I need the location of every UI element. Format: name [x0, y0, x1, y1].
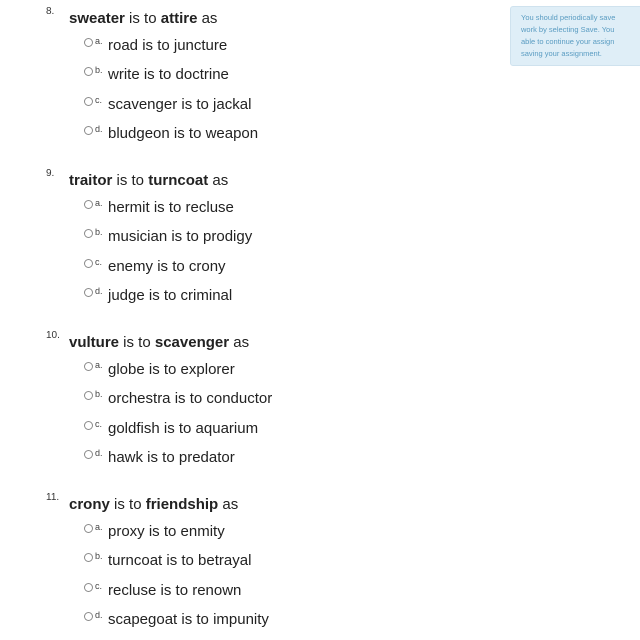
radio-button[interactable] — [84, 126, 93, 135]
option-text: hermit is to recluse — [108, 199, 234, 216]
option-letter: a. — [95, 198, 103, 208]
question-prompt — [69, 10, 217, 27]
option-letter: a. — [95, 522, 103, 532]
radio-button[interactable] — [84, 450, 93, 459]
question-10 — [0, 330, 500, 466]
option-letter: a. — [95, 36, 103, 46]
option-text: goldfish is to aquarium — [108, 420, 259, 437]
option-text: proxy is to enmity — [108, 523, 225, 540]
prompt-term-1: sweater — [69, 10, 125, 27]
option-text: road is to juncture — [108, 37, 228, 54]
option-text: enemy is to crony — [108, 258, 226, 275]
question-prompt — [69, 334, 249, 351]
option-text: turncoat is to betrayal — [108, 552, 252, 569]
question-8 — [0, 6, 500, 142]
question-9 — [0, 168, 500, 304]
option-letter: b. — [95, 227, 103, 237]
option-letter: b. — [95, 551, 103, 561]
radio-button[interactable] — [84, 200, 93, 209]
prompt-connector: is to — [119, 334, 155, 351]
question-number: 8. — [46, 6, 55, 17]
option-letter: d. — [95, 124, 103, 134]
question-header — [0, 6, 500, 30]
prompt-connector: is to — [124, 10, 161, 27]
question-number: 10. — [46, 330, 60, 341]
option-letter: a. — [95, 360, 103, 370]
question-header — [0, 168, 500, 192]
option-letter: b. — [95, 65, 103, 75]
radio-button[interactable] — [84, 612, 93, 621]
radio-button[interactable] — [84, 288, 93, 297]
option-text: judge is to criminal — [108, 287, 233, 304]
option-text: globe is to explorer — [108, 361, 235, 378]
option-letter: c. — [95, 419, 103, 429]
radio-button[interactable] — [84, 524, 93, 533]
prompt-connector: is to — [112, 172, 149, 189]
prompt-term-1: traitor — [69, 172, 113, 189]
prompt-term-2: turncoat — [148, 172, 209, 189]
radio-button[interactable] — [84, 362, 93, 371]
prompt-suffix: as — [229, 334, 250, 351]
option-letter: c. — [95, 581, 103, 591]
option-letter: c. — [95, 95, 103, 105]
prompt-suffix: as — [208, 172, 229, 189]
question-prompt — [69, 172, 228, 189]
prompt-term-1: vulture — [69, 334, 120, 351]
notice-line: saving your assignment. — [521, 49, 602, 58]
option-letter: d. — [95, 286, 103, 296]
radio-button[interactable] — [84, 421, 93, 430]
option-text: write is to doctrine — [108, 66, 229, 83]
option-text: hawk is to predator — [108, 449, 235, 466]
option-text: bludgeon is to weapon — [108, 125, 259, 142]
notice-line: able to continue your assign — [521, 37, 615, 46]
option-text: recluse is to renown — [108, 582, 242, 599]
radio-button[interactable] — [84, 67, 93, 76]
question-number: 9. — [46, 168, 55, 179]
notice-line: work by selecting Save. You — [521, 25, 615, 34]
question-number: 11. — [46, 492, 60, 503]
radio-button[interactable] — [84, 259, 93, 268]
radio-button[interactable] — [84, 229, 93, 238]
option-letter: c. — [95, 257, 103, 267]
prompt-term-1: crony — [69, 496, 110, 513]
prompt-term-2: scavenger — [154, 334, 230, 351]
radio-button[interactable] — [84, 38, 93, 47]
prompt-term-2: attire — [160, 10, 198, 27]
prompt-term-2: friendship — [145, 496, 219, 513]
radio-button[interactable] — [84, 391, 93, 400]
prompt-connector: is to — [109, 496, 146, 513]
option-text: scapegoat is to impunity — [108, 611, 269, 628]
radio-button[interactable] — [84, 553, 93, 562]
option-letter: d. — [95, 610, 103, 620]
option-text: orchestra is to conductor — [108, 390, 273, 407]
prompt-suffix: as — [197, 10, 218, 27]
radio-button[interactable] — [84, 97, 93, 106]
notice-line: You should periodically save — [521, 13, 616, 22]
question-11 — [0, 492, 500, 628]
question-header — [0, 330, 500, 354]
option-letter: b. — [95, 389, 103, 399]
prompt-suffix: as — [218, 496, 239, 513]
question-prompt — [69, 496, 238, 513]
option-letter: d. — [95, 448, 103, 458]
option-text: scavenger is to jackal — [108, 96, 252, 113]
radio-button[interactable] — [84, 583, 93, 592]
option-text: musician is to prodigy — [108, 228, 253, 245]
question-header — [0, 492, 500, 516]
save-reminder-notice — [510, 6, 640, 66]
